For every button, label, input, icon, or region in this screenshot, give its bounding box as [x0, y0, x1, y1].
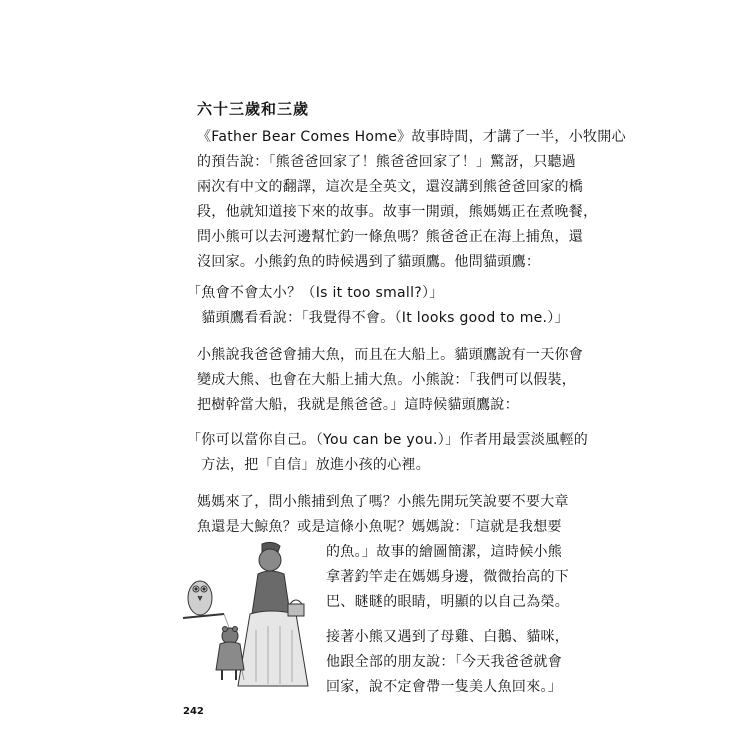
text-line: 把樹幹當大船，我就是熊爸爸。」這時候貓頭鷹說： — [197, 397, 519, 413]
text-line: 「你可以當你自己。（You can be you.）」作者用最雲淡風輕的 — [187, 432, 589, 448]
text-line: 的魚。」故事的繪圖簡潔，這時候小熊 — [326, 544, 563, 560]
text-line: 拿著釣竿走在媽媽身邊，微微抬高的下 — [326, 569, 570, 585]
text-line: 變成大熊、也會在大船上捕大魚。小熊說：「我們可以假裝， — [197, 372, 577, 388]
paragraph-1 — [197, 125, 626, 275]
owl-figure — [183, 581, 224, 618]
text-line: 段，他就知道接下來的故事。故事一開頭，熊媽媽正在煮晚餐， — [197, 204, 598, 220]
text-line: 小熊說我爸爸會捕大魚，而且在大船上。貓頭鷹說有一天你會 — [197, 347, 584, 363]
text-line: 問小熊可以去河邊幫忙釣一條魚嗎？熊爸爸正在海上捕魚，還 — [197, 229, 584, 245]
text-line: 「魚會不會太小？（Is it too small?）」 — [187, 285, 444, 301]
paragraph-7 — [326, 625, 570, 700]
text-line: 魚還是大鯨魚？或是這條小魚呢？媽媽說：「這就是我想要 — [197, 519, 562, 535]
text-line: 媽媽來了，問小熊捕到魚了嗎？小熊先開玩笑說要不要大章 — [197, 494, 569, 510]
text-line: 貓頭鷹看看說：「我覺得不會。（It looks good to me.）」 — [187, 310, 569, 326]
text-line: 他跟全部的朋友說：「今天我爸爸就會 — [326, 654, 563, 670]
mother-bear-figure — [238, 542, 308, 686]
page-number: 242 — [183, 706, 204, 717]
text-line: 兩次有中文的翻譯，這次是全英文，還沒講到熊爸爸回家的橋 — [197, 179, 584, 195]
text-line: 巴、瞇瞇的眼睛，明顯的以自己為榮。 — [326, 594, 570, 610]
paragraph-3 — [197, 343, 584, 418]
paragraph-6 — [326, 540, 570, 615]
text-line: 沒回家。小熊釣魚的時候遇到了貓頭鷹。他問貓頭鷹： — [197, 254, 541, 270]
text-line: 回家，說不定會帶一隻美人魚回來。」 — [326, 679, 563, 695]
paragraph-4-dialogue — [187, 428, 589, 478]
paragraph-5 — [197, 490, 569, 540]
text-line: 的預告說：「熊爸爸回家了！熊爸爸回家了！」驚訝，只聽過 — [197, 154, 577, 170]
text-line: 《Father Bear Comes Home》故事時間，才講了一半，小牧開心 — [197, 129, 626, 145]
text-line: 方法，把「自信」放進小孩的心裡。 — [187, 457, 431, 473]
section-heading: 六十三歲和三歲 — [197, 100, 310, 118]
paragraph-2-dialogue — [187, 281, 569, 331]
owl-and-bears-illustration — [178, 540, 320, 692]
little-bear-figure — [216, 627, 244, 681]
text-line: 接著小熊又遇到了母雞、白鵝、貓咪， — [326, 629, 570, 645]
